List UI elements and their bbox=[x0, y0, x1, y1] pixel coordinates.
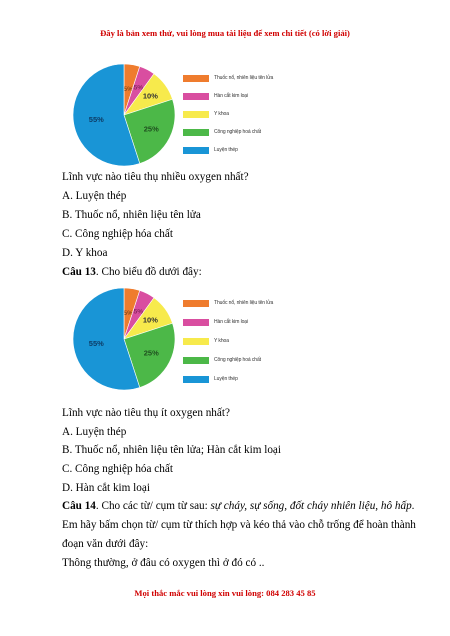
legend-swatch bbox=[183, 376, 209, 383]
question-14-instruction: Em hãy bấm chọn từ/ cụm từ thích hợp và kéo thả vào chỗ trống để hoàn thành bbox=[62, 519, 416, 531]
legend-item-medical bbox=[183, 336, 229, 346]
legend-swatch bbox=[183, 93, 209, 100]
pie-slice-label: 55% bbox=[88, 338, 104, 348]
question-14-heading bbox=[62, 499, 414, 513]
oxygen-usage-pie-chart-1 bbox=[60, 62, 340, 172]
question-14-fill-blank: Thông thường, ở đâu có oxygen thì ở đó có .. bbox=[62, 557, 265, 569]
question-14-terms: sự cháy, sự sống, đốt cháy nhiên liệu, hô hấp bbox=[210, 500, 412, 512]
question-12-text: Lĩnh vực nào tiêu thụ nhiều oxygen nhất? bbox=[62, 171, 249, 183]
question-14-label: Câu 14 bbox=[62, 500, 96, 512]
q13-option-b: B. Thuốc nổ, nhiên liệu tên lửa; Hàn cắt kim loại bbox=[62, 444, 281, 456]
question-14-end: . bbox=[411, 500, 415, 512]
legend-label: Y khoa bbox=[214, 338, 229, 344]
legend-label: Công nghiệp hoá chất bbox=[214, 357, 261, 363]
legend-item-medical bbox=[183, 109, 229, 119]
question-13-prompt: . Cho biểu đồ dưới đây: bbox=[95, 266, 202, 278]
legend-swatch bbox=[183, 357, 209, 364]
question-13-label: Câu 13 bbox=[62, 266, 96, 278]
legend-label: Thuốc nổ, nhiên liệu tên lửa bbox=[214, 75, 274, 81]
legend-item-steel bbox=[183, 374, 238, 384]
legend-label: Luyện thép bbox=[214, 376, 238, 382]
legend-swatch bbox=[183, 129, 209, 136]
legend-swatch bbox=[183, 338, 209, 345]
question-13-heading bbox=[62, 265, 202, 279]
question-14-instruction-cont: đoạn văn dưới đây: bbox=[62, 538, 149, 550]
q12-option-b: B. Thuốc nổ, nhiên liệu tên lửa bbox=[62, 209, 201, 221]
pie-slice-label: 25% bbox=[143, 348, 159, 358]
legend-item-steel bbox=[183, 145, 238, 155]
legend-swatch bbox=[183, 319, 209, 326]
legend-swatch bbox=[183, 75, 209, 82]
legend-swatch bbox=[183, 300, 209, 307]
q12-option-c: C. Công nghiệp hóa chất bbox=[62, 228, 173, 240]
legend-item-welding bbox=[183, 317, 248, 327]
pie-slice-label: 5% bbox=[123, 85, 133, 93]
q13-option-c: C. Công nghiệp hóa chất bbox=[62, 463, 173, 475]
pie-slice-label: 10% bbox=[142, 91, 158, 101]
legend-label: Hàn cắt kim loại bbox=[214, 319, 248, 325]
legend-item-chemical bbox=[183, 355, 261, 365]
pie-slice-label: 5% bbox=[133, 84, 144, 92]
legend-item-explosives bbox=[183, 298, 273, 308]
q13-option-a: A. Luyện thép bbox=[62, 426, 127, 438]
q13-option-d: D. Hàn cắt kim loại bbox=[62, 482, 150, 494]
question-14-prompt: . Cho các từ/ cụm từ sau: bbox=[95, 500, 211, 512]
legend-item-welding bbox=[183, 91, 248, 101]
legend-label: Công nghiệp hoá chất bbox=[214, 129, 261, 135]
legend-label: Luyện thép bbox=[214, 147, 238, 153]
pie-slice-label: 5% bbox=[123, 309, 133, 317]
pie-slice-label: 5% bbox=[133, 308, 144, 316]
q12-option-d: D. Y khoa bbox=[62, 247, 108, 259]
q12-option-a: A. Luyện thép bbox=[62, 190, 127, 202]
legend-swatch bbox=[183, 111, 209, 118]
legend-item-explosives bbox=[183, 73, 273, 83]
question-13-text: Lĩnh vực nào tiêu thụ ít oxygen nhất? bbox=[62, 407, 230, 419]
oxygen-usage-pie-chart-2 bbox=[60, 286, 340, 396]
contact-banner: Mọi thắc mắc vui lòng xin vui lòng: 084 283 45 85 bbox=[134, 588, 316, 598]
legend-label: Y khoa bbox=[214, 111, 229, 117]
legend-swatch bbox=[183, 147, 209, 154]
legend-item-chemical bbox=[183, 127, 261, 137]
preview-banner: Đây là bản xem thử, vui lòng mua tài liệu để xem chi tiết (có lời giải) bbox=[100, 28, 350, 38]
pie-slice-label: 10% bbox=[142, 315, 158, 325]
pie-slice-label: 55% bbox=[88, 114, 104, 124]
pie-slice-label: 25% bbox=[143, 124, 159, 134]
legend-label: Hàn cắt kim loại bbox=[214, 93, 248, 99]
legend-label: Thuốc nổ, nhiên liệu tên lửa bbox=[214, 300, 274, 306]
